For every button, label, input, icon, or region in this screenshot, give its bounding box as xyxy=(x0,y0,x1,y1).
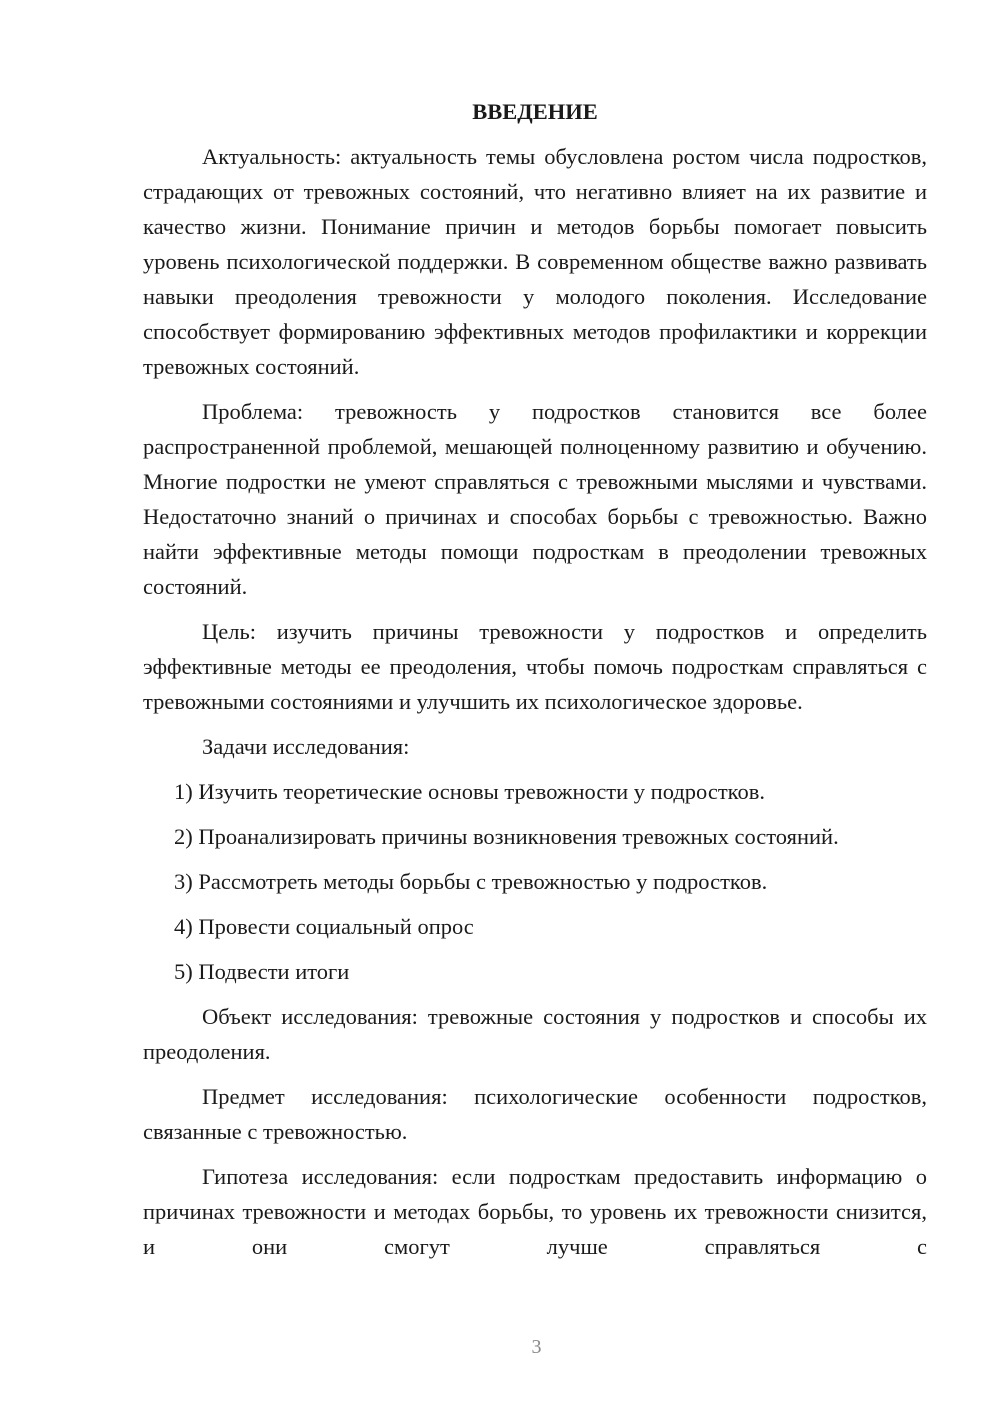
problem-paragraph: Проблема: тревожность у подростков становится все более распространенной проблемой, мешающей полноценному развитию и обучению. Многие подростки не умеют справляться с тревожными мыслями и чувствами. Недостаточно знаний о причинах и способах борьбы с тревожностью. Важно найти эффективные методы помощи подросткам в преодолении тревожных состояний. xyxy=(143,399,927,599)
task-item-5: 5) Подвести итоги xyxy=(174,959,350,984)
object-paragraph: Объект исследования: тревожные состояния у подростков и способы их преодоления. xyxy=(143,1004,927,1064)
task-item-1: 1) Изучить теоретические основы тревожности у подростков. xyxy=(174,779,765,804)
tasks-title: Задачи исследования: xyxy=(202,734,410,759)
task-item-2: 2) Проанализировать причины возникновения тревожных состояний. xyxy=(174,824,839,849)
page-number: 3 xyxy=(531,1336,542,1358)
document-body xyxy=(143,94,927,1264)
subject-paragraph: Предмет исследования: психологические особенности подростков, связанные с тревожностью. xyxy=(143,1084,927,1144)
hypothesis-paragraph: Гипотеза исследования: если подросткам предоставить информацию о причинах тревожности и методах борьбы, то уровень их тревожности снизится, и они смогут лучше справляться с xyxy=(143,1164,927,1259)
task-item-3: 3) Рассмотреть методы борьбы с тревожностью у подростков. xyxy=(174,869,768,894)
goal-paragraph: Цель: изучить причины тревожности у подростков и определить эффективные методы ее преодоления, чтобы помочь подросткам справляться с тревожными состояниями и улучшить их психологическое здоровье. xyxy=(143,619,927,714)
relevance-paragraph: Актуальность: актуальность темы обусловлена ростом числа подростков, страдающих от тревожных состояний, что негативно влияет на их развитие и качество жизни. Понимание причин и методов борьбы помогает повысить уровень психологической поддержки. В современном обществе важно развивать навыки преодоления тревожности у молодого поколения. Исследование способствует формированию эффективных методов профилактики и коррекции тревожных состояний. xyxy=(143,144,927,379)
section-heading: ВВЕДЕНИЕ xyxy=(472,99,598,124)
tasks-list xyxy=(143,774,927,989)
task-item-4: 4) Провести социальный опрос xyxy=(174,914,474,939)
